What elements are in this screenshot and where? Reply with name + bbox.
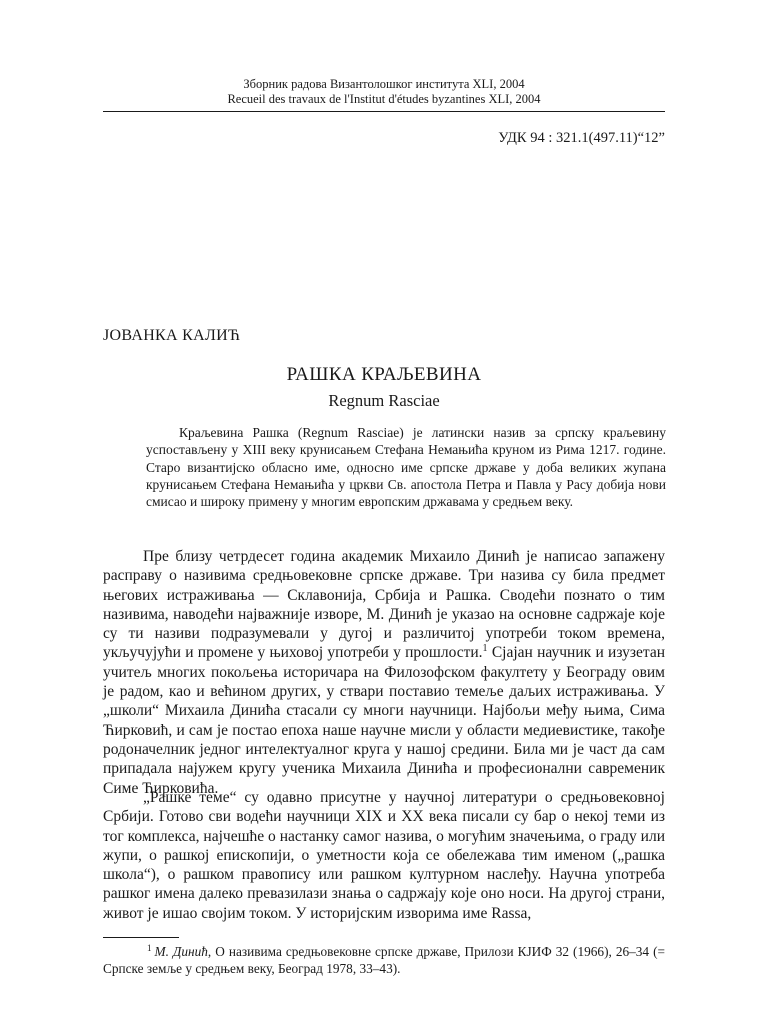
body-paragraph-2-text: „Рашке теме“ су одавно присутне у научној литератури о средњовековној Србији. Готово сви водећи научници XIX и XX века писали су бар о некој теми из тог комплекса, најчешће о настанку самог назива, о могућим значењима, о граду или жупи, о рашкој епископији, о уметности која се обележава тим именом („рашка школа“), о рашком правопису или рашком културном наслеђу. Научна употреба рашког имена далеко превазилази знања о садржају које оно носи. На другој страни, живот је ишао својим током. У историјским изворима име Rassa, <box>103 789 665 922</box>
footnote-text: , О називима средњовековне српске државе, Прилози КЈИФ 32 (1966), 26–34 (= Српске земље у средњем веку, Београд 1978, 33–43). <box>103 944 666 976</box>
footnote <box>103 944 665 977</box>
author-name: ЈОВАНКА КАЛИЋ <box>103 327 241 344</box>
journal-header-line-2: Recueil des travaux de l'Institut d'études byzantines XLI, 2004 <box>227 92 541 106</box>
footnote-number: 1 <box>147 942 152 953</box>
article-title: РАШКА КРАЉЕВИНА <box>286 364 482 385</box>
article-subtitle: Regnum Rasciae <box>328 391 440 410</box>
footnote-author: М. Динић <box>154 944 208 959</box>
footnote-divider <box>103 937 179 938</box>
udk-classification: УДК 94 : 321.1(497.11)“12” <box>498 130 665 146</box>
abstract <box>146 424 666 510</box>
body-paragraph-1 <box>103 547 665 798</box>
header-divider <box>103 111 665 112</box>
body-paragraph-1-part-a: Пре близу четрдесет година академик Михаило Динић је написао запажену расправу о називима средњовековне српске државе. Три назива су била предмет његових истраживања — Склавонија, Србија и Рашка. Сводећи познато о тим називима, наводећи најважније изворе, М. Динић је указао на основне садржаје које су ти називи подразумевали у дугој и различитој употреби током времена, укључујући и промене у њиховој употреби у прошлости. <box>103 548 665 662</box>
footnote-reference[interactable]: 1 <box>482 643 488 655</box>
body-paragraph-2 <box>103 788 665 923</box>
journal-header <box>103 77 665 107</box>
journal-header-line-1: Зборник радова Византолошког института XLI, 2004 <box>243 77 525 91</box>
abstract-text: Краљевина Рашка (Regnum Rasciae) је латински назив за српску краљевину успостављену у XIII веку крунисањем Стефана Немањића круном из Рима 1217. године. Старо византијско обласно име, односно име српске државе у доба великих жупана крунисањем Стефана Немањића у цркви Св. апостола Петра и Павла у Расу добија нови смисао и широку примену у многим европским државама у средњем веку. <box>146 425 666 510</box>
body-paragraph-1-part-b: Сјајан научник и изузетан учитељ многих покољења историчара на Филозофском факултету у Београду овим је радом, као и већином других, у ствари поставио темеље даљих истраживања. У „школи“ Михаила Динића стасали су многи научници. Најбољи међу њима, Сима Ћирковић, и сам је постао епоха наше научне мисли у области медиевистике, такође родоначелник једног интелектуалног круга у нашој средини. Била ми је част да сам припадала најужем кругу ученика Михаила Динића и професионални савременик Симе Ћирковића. <box>103 644 666 797</box>
